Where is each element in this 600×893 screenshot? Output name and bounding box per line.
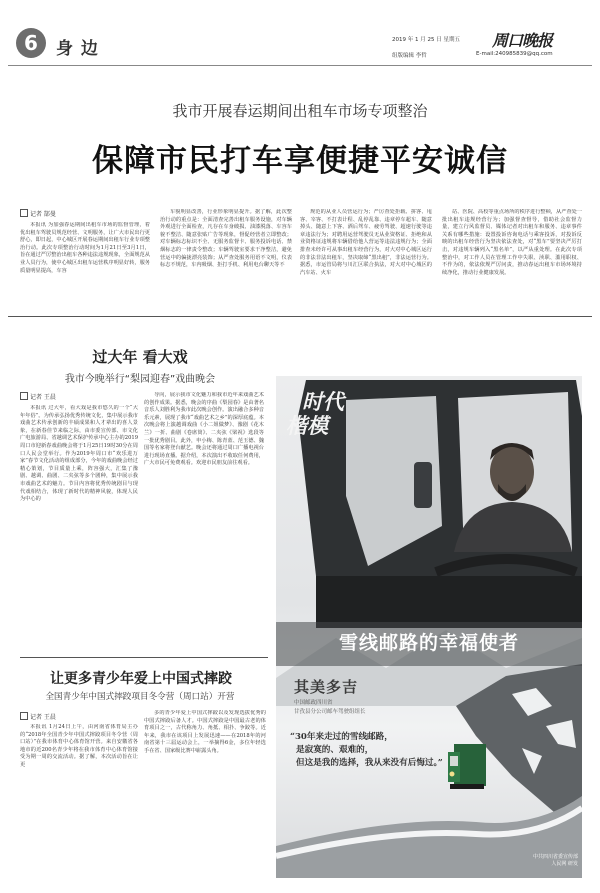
byline-text: 记者 王晨: [30, 714, 56, 721]
article1-column-2: [160, 209, 292, 301]
article2-col1-text: 本报讯 过大年，看大戏是我市悠久的一个“大年年俗”。为传承弘扬优秀传统文化，集中展示我市戏曲艺术传承创新的丰硕成果和人才辈出的喜人景象，在新春佳节来临之际，由市委宣传部、市文化广电旅游局、省越调艺术保护传承中心主办的2019周口市迎新春戏曲晚会将于1月25日19时30分在周口人民会堂举行。作为2019年周口市“欢乐进万家”春节文化活动的组成部分，今年的戏曲晚会经过精心策划，节目质量上乘，阵容强大，汇集了豫剧、越调、曲剧、二夹弦等多个剧种，集中展示我市戏曲艺术的魅力。节目内容将优秀传统剧目与现代戏相结合，体现了新时代的精神风貌，体现人民为中心的: [20, 405, 138, 503]
mail-truck-light: [450, 772, 455, 777]
article3-headline: 让更多青少年爱上中国式摔跤: [50, 671, 232, 687]
byline-box-icon: [20, 392, 28, 400]
credit-line-2: 人民网 研发: [551, 861, 578, 867]
header-rule: [8, 65, 592, 66]
article3-subhead: 全国青少年中国式摔跤项目冬令营（周口站）开营: [45, 692, 235, 702]
poster: [276, 376, 582, 878]
article1-column-3: [300, 209, 432, 301]
article1-column-4: [442, 209, 582, 301]
section-title: 身 边: [56, 39, 99, 59]
byline-text: 记者 王晨: [30, 394, 56, 401]
poster-person-desc-1: 中国邮政四川省: [294, 700, 333, 706]
article1-divider: [8, 316, 592, 317]
page-header: [0, 0, 600, 76]
header-editor: 组版编辑 李哲: [392, 53, 427, 59]
truck-dashboard: [316, 576, 582, 628]
article1-col1-text: 本报讯 为加强春运期间出租车市场的监督管理，着优出租车驾驶员规范经营、文明服务，让广大市民出行更舒心，即日起，中心城区开展春运期间出租车行业专项整治行动。此次专项整治行动时间为1月21日至3月1日，旨在通过严厉整治出租车各种违法违规现象，全面规范从业人员行为，使中心城区出租车运营秩序明显好转，服务质量明显提高，车容: [20, 222, 150, 274]
poster-quote: [290, 731, 470, 770]
calligraphy-line-1: 时代: [302, 389, 344, 414]
page-number-badge: [16, 28, 46, 58]
article3-byline: [20, 712, 56, 721]
article3-column-1: [20, 724, 138, 874]
article3-col2-text: 多的青少年爱上中国式摔跤以及发现选拔优秀的中国式摔跤后备人才。中国式摔跤是中国最古老的体育项目之一，古代称角力、角抵、相扑、争跤等。近年来，我市在该项目上发展迅速——在2018年的河南省第十三届运动会上，一举摘得6金，多位年轻选手在省、国家级比赛中崭露头角。: [144, 710, 266, 754]
page-number: 6: [24, 31, 38, 55]
paper-name-logo: 周口晚报: [492, 31, 553, 50]
poster-person-desc-2: 甘孜县分公司邮车驾驶组组长: [294, 709, 366, 715]
article2-headline: 过大年 看大戏: [92, 348, 188, 366]
byline-box-icon: [20, 209, 28, 217]
article3-col1-text: 本报讯 1月24日上午，由河南省体育局主办的“2018年全国青少年中国式摔跤项目冬令营（周口站）”在我市体育中心体育馆开营。来自安徽省各地市的近200名青少年将在我市体育中心体育馆接受为期一周的交流活动。据了解，本次活动旨在让更: [20, 724, 138, 768]
article3-column-2: [144, 710, 266, 874]
poster-credits: [512, 854, 578, 868]
article1-column-1: [20, 222, 150, 302]
poster-title: 雪线邮路的幸福使者: [338, 632, 519, 654]
article2-divider: [20, 657, 268, 658]
article1-col3-text: 规范的从业人员营运行为；严厉查处拒载、拼客、甩客、宰客、不打表计程、乱停乱靠、违章停车超车、随意掉头、随意上下客、酒后驾车、疲劳驾驶、超速行驶等违章违法行为；对聘用运营驾驶员无从业资格证、拒绝和从业资格证违规将车辆借给他人营运等违法违规行为；全面排查未经许可从事出租车经营行为，对大对中心城区运行的非法非法出租车，坚决取缔“黑出租”，非法运营行为。据悉，市运管局将与川汇区联合执法，对大对中心城区的汽车站、火车: [300, 209, 432, 276]
article1-kicker: 我市开展春运期间出租车市场专项整治: [172, 102, 428, 120]
article2-column-1: [20, 405, 138, 645]
side-mirror: [414, 462, 432, 508]
article1-col4-text: 站、医院、高校等重点场所的秩序进行整顿，从严查处一批出租车违规经营行为；加强督查督导，借助社会监督力量，建立行风监督员、媒体记者对出租车和服务、违章事件关系有哪些措施：设置投诉咨询电话与乘客投诉，对投诉反映的出租车经营行为坚决依法查处，对“黑车”要坚决严厉打击，对违规车辆列入“黑名单”，以严从重处理。在此次专项整治中，对工作人员在管理工作中失职、渎职、滥用职权、不作为的，依法依规严厉问责，推动春运出租车市场环境持续净化，推动行业健康发展。: [442, 209, 582, 276]
byline-box-icon: [20, 712, 28, 720]
article2-col2-text: 导向，展示我市文化魅力和我市近年来戏曲艺术的创作成果。据悉，晚会的序曲《梨园春》是由著名音乐人刘胜利为我市此次晚会创作。演出融合多种音乐元素，展现了我市“戏曲艺术之乡”的深厚底蕴。本次晚会将上演越调戏曲《小二姐做梦》、豫剧《花木兰》一折、曲剧《卷席筒》、二夹弦《梁祝》选段等一批优秀剧目。此外，申小梅、陈青蓝、范玉德、魏国等名家将登台献艺。晚会还将通过周口广播电视台进行现场直播。据介绍，本次演出不收取任何费用，广大市民可免费观看。欢迎市民朋友前往观看。: [144, 392, 264, 467]
header-date: 2019 年 1 月 25 日 星期五: [392, 37, 460, 43]
credit-line-1: 中共四川省委宣传部: [532, 854, 578, 860]
article2-subhead: 我市今晚举行“梨园迎春”戏曲晚会: [64, 374, 216, 385]
calligraphy-line-2: 楷模: [286, 413, 328, 438]
mail-truck-wheels: [450, 784, 484, 789]
quote-line-2: 是寂寞的、艰难的，: [296, 745, 374, 755]
article2-byline: [20, 392, 56, 401]
quote-line-3: 但这是我的选择，我从来没有后悔过。”: [296, 758, 443, 768]
byline-text: 记者 郜曼: [30, 211, 56, 218]
quote-line-1: “30年来走过的雪线邮路，: [290, 732, 393, 742]
article2-column-2: [144, 392, 264, 632]
poster-person-name: 其美多吉: [294, 678, 359, 696]
calligraphy-title: [286, 390, 346, 438]
article1-col2-text: 车貌明显改善，行业形象明显提升。据了解，此次整治行动的重点是：全面清查完善出租车服务设施，对车辆外观进行全面检查，凡存在车身破损、油漆脱落、车容车貌不整洁、随意张贴广告等现象，督促经营者立即整改；对车辆标志标识不全、无服务监督卡、服务投诉电话、禁烟标志的一律责令整改；车辆驾驶室要求干净整洁，避免营运中的偏拢漂亮装饰；从严查处服务用语不文明，仪表标志不规范，车内吸烟、拒打手机、利用电台聊天等不: [160, 209, 292, 269]
header-email: E-mail:240985839@qq.com: [476, 51, 553, 57]
article1-headline: 保障市民打车享便捷平安诚信: [92, 143, 508, 179]
article1-byline: [20, 209, 56, 218]
